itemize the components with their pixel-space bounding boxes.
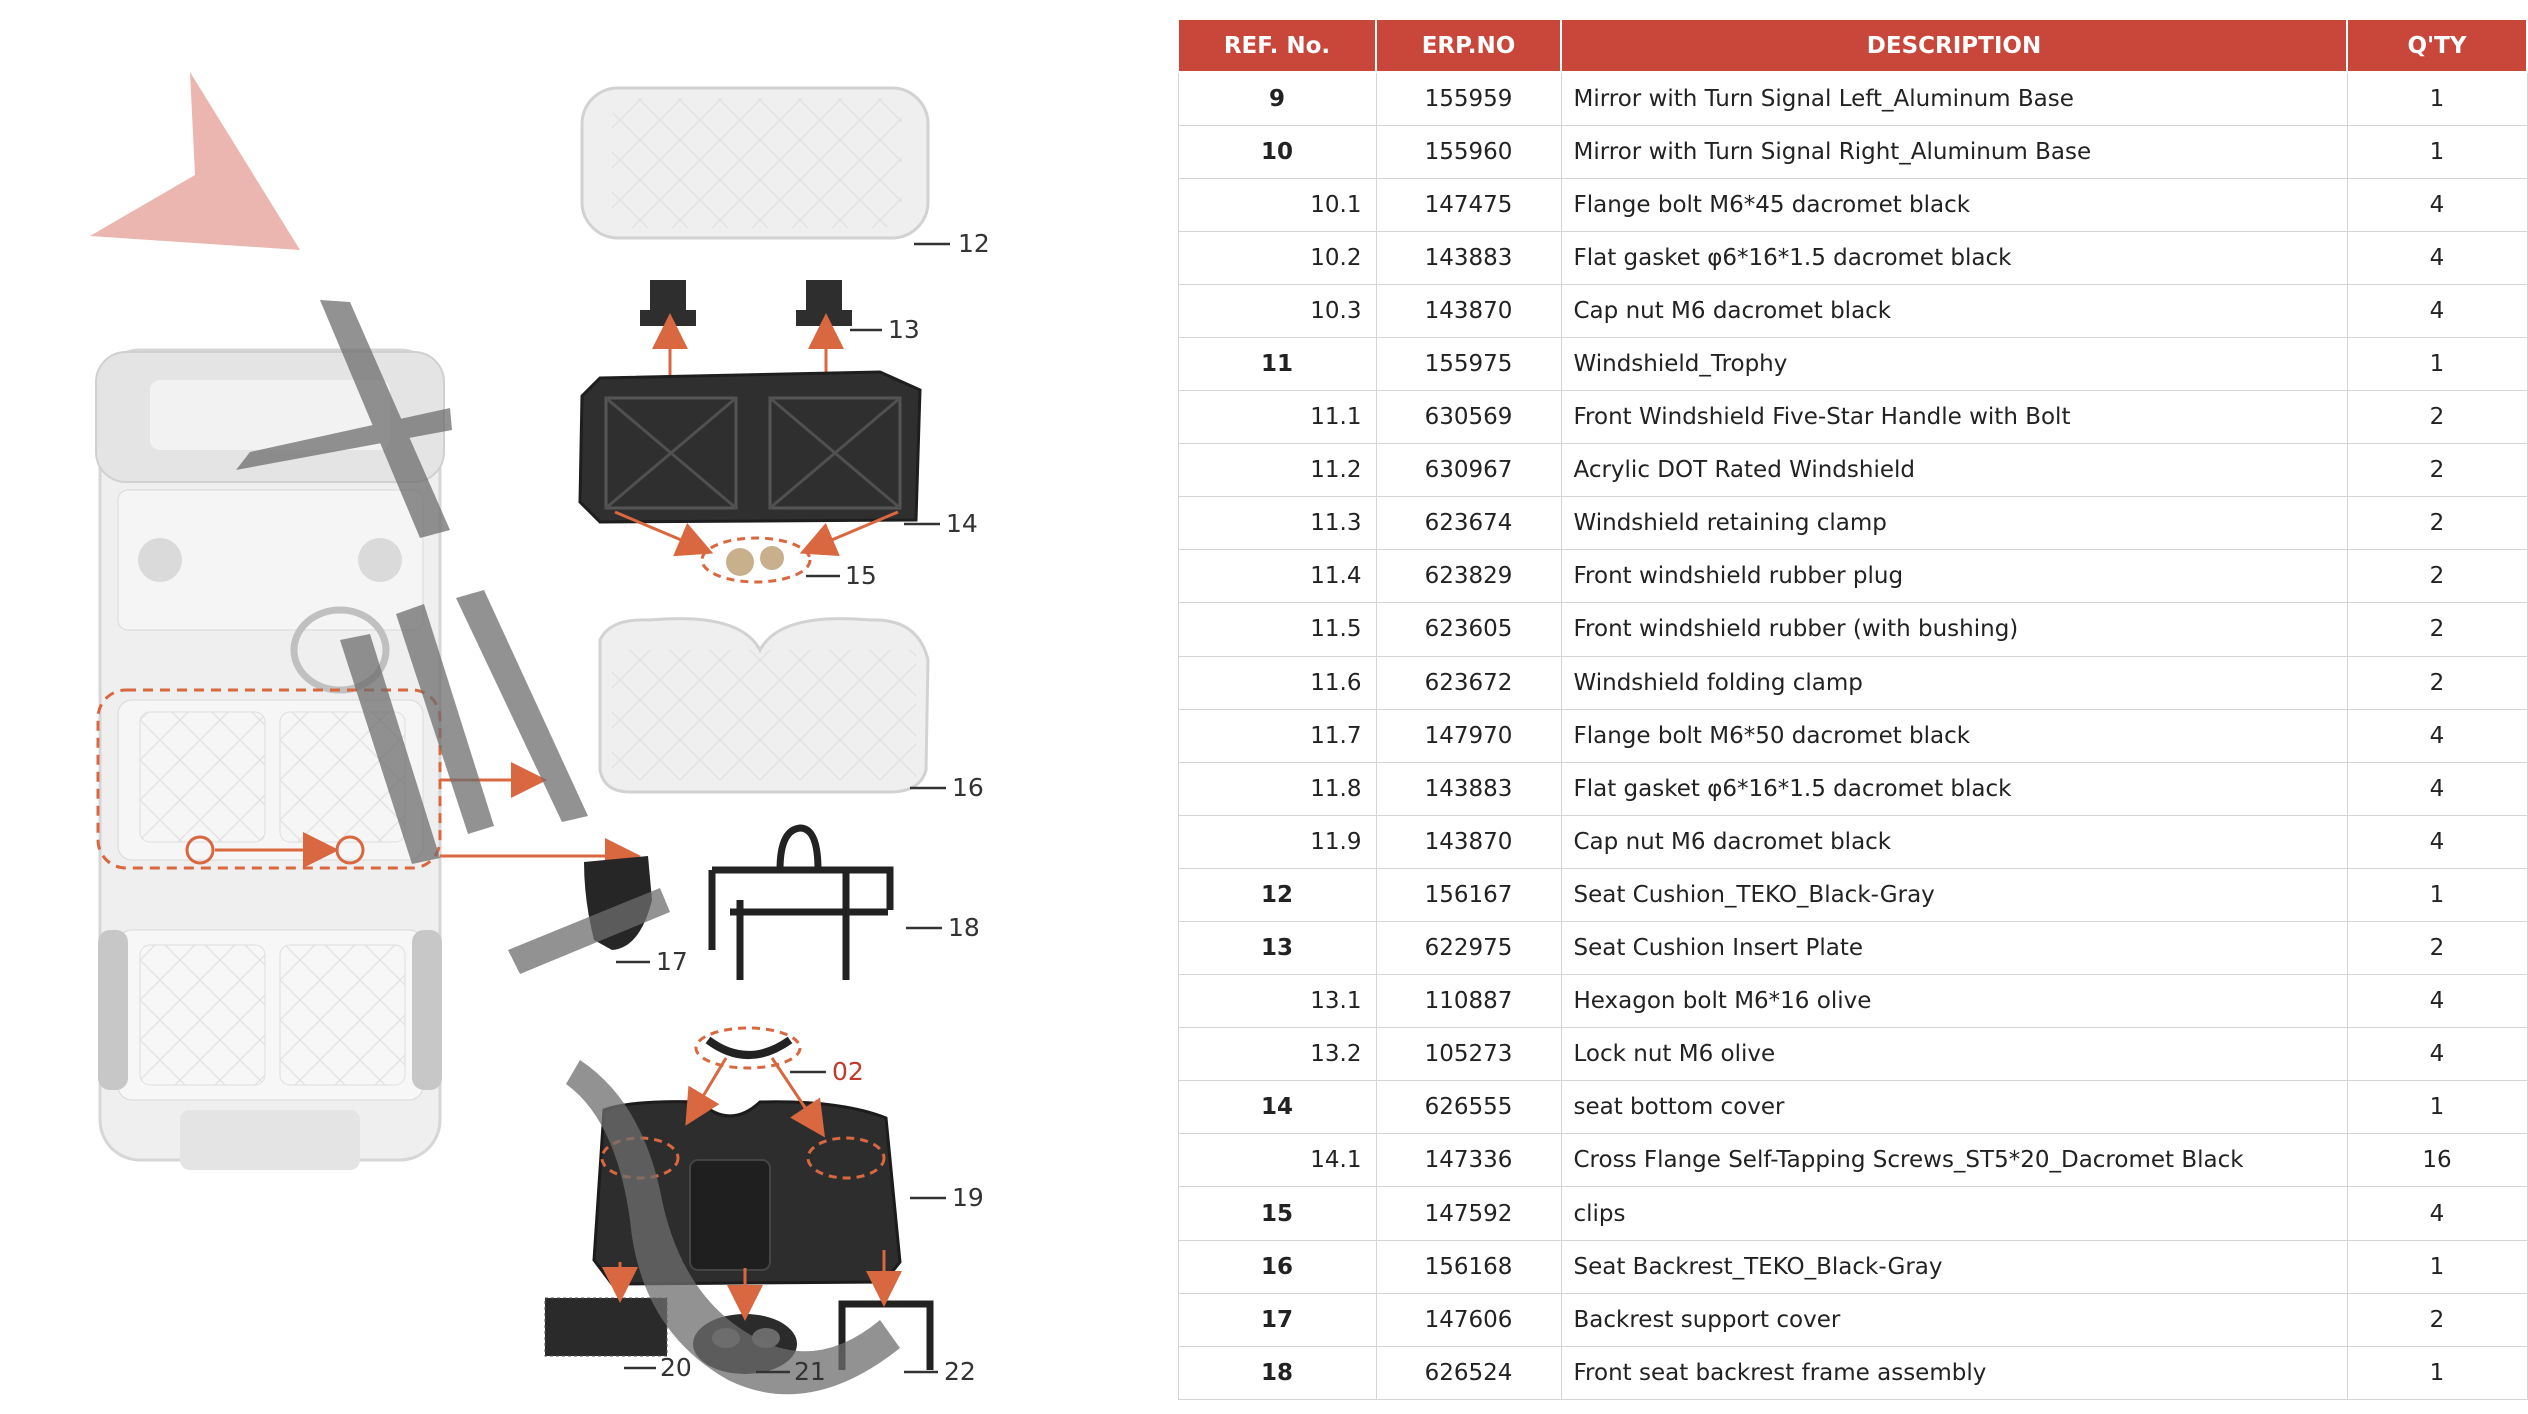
cell-description: Seat Cushion_TEKO_Black-Gray: [1561, 868, 2347, 921]
table-row: [1178, 550, 2527, 603]
part-seat-bottom-cover: [580, 372, 920, 522]
cell-erp-no: 623829: [1376, 550, 1561, 603]
part-backrest-frame: [712, 828, 890, 980]
cell-erp-no: 156167: [1376, 868, 1561, 921]
callout-12: 12: [958, 229, 990, 258]
cell-ref-no: 13: [1178, 922, 1376, 975]
cell-erp-no: 110887: [1376, 975, 1561, 1028]
cell-erp-no: 623605: [1376, 603, 1561, 656]
table-header-row: [1178, 19, 2527, 72]
cell-qty: 4: [2347, 1187, 2527, 1240]
table-row: [1178, 284, 2527, 337]
cell-erp-no: 143883: [1376, 762, 1561, 815]
cell-qty: 4: [2347, 762, 2527, 815]
cell-ref-no: 15: [1178, 1187, 1376, 1240]
table-row: [1178, 1134, 2527, 1187]
cell-ref-no: 11.7: [1178, 709, 1376, 762]
cell-erp-no: 626524: [1376, 1346, 1561, 1399]
callout-21: 21: [794, 1357, 826, 1386]
cell-qty: 1: [2347, 337, 2527, 390]
part-seat-backrest: [600, 619, 928, 792]
decorative-triangle: [90, 72, 300, 250]
cell-erp-no: 147970: [1376, 709, 1561, 762]
cell-erp-no: 622975: [1376, 922, 1561, 975]
cell-qty: 4: [2347, 1028, 2527, 1081]
cell-qty: 2: [2347, 656, 2527, 709]
table-row: [1178, 1081, 2527, 1134]
cell-erp-no: 155960: [1376, 125, 1561, 178]
cell-qty: 4: [2347, 284, 2527, 337]
cell-qty: 1: [2347, 125, 2527, 178]
cell-description: Front windshield rubber plug: [1561, 550, 2347, 603]
cell-erp-no: 147336: [1376, 1134, 1561, 1187]
cell-description: Flange bolt M6*50 dacromet black: [1561, 709, 2347, 762]
cell-description: Flat gasket φ6*16*1.5 dacromet black: [1561, 231, 2347, 284]
table-row: [1178, 125, 2527, 178]
callout-18: 18: [948, 913, 980, 942]
cell-description: Acrylic DOT Rated Windshield: [1561, 444, 2347, 497]
cell-erp-no: 143870: [1376, 284, 1561, 337]
cell-qty: 2: [2347, 444, 2527, 497]
header-erp-no: ERP.NO: [1376, 19, 1561, 72]
table-row: [1178, 868, 2527, 921]
table-row: [1178, 178, 2527, 231]
cell-ref-no: 11.4: [1178, 550, 1376, 603]
callout-16: 16: [952, 773, 984, 802]
cell-qty: 1: [2347, 868, 2527, 921]
cell-description: Windshield_Trophy: [1561, 337, 2347, 390]
cell-qty: 2: [2347, 391, 2527, 444]
table-row: [1178, 444, 2527, 497]
cell-erp-no: 143870: [1376, 815, 1561, 868]
cell-erp-no: 147592: [1376, 1187, 1561, 1240]
cell-erp-no: 143883: [1376, 231, 1561, 284]
table-row: [1178, 975, 2527, 1028]
part-insert-plates: [640, 280, 852, 326]
callout-19: 19: [952, 1183, 984, 1212]
table-row: [1178, 1293, 2527, 1346]
cell-qty: 4: [2347, 178, 2527, 231]
cell-ref-no: 11.8: [1178, 762, 1376, 815]
cell-ref-no: 11.1: [1178, 391, 1376, 444]
callout-13: 13: [888, 315, 920, 344]
cell-ref-no: 11.5: [1178, 603, 1376, 656]
cell-description: Lock nut M6 olive: [1561, 1028, 2347, 1081]
cell-qty: 4: [2347, 231, 2527, 284]
cell-qty: 4: [2347, 709, 2527, 762]
cell-ref-no: 14.1: [1178, 1134, 1376, 1187]
table-row: [1178, 922, 2527, 975]
table-row: [1178, 815, 2527, 868]
table-row: [1178, 391, 2527, 444]
table-row: [1178, 709, 2527, 762]
cell-ref-no: 10: [1178, 125, 1376, 178]
table-row: [1178, 1187, 2527, 1240]
part-seat-cushion: [582, 88, 928, 238]
header-ref-no: REF. No.: [1178, 19, 1376, 72]
cell-ref-no: 10.2: [1178, 231, 1376, 284]
cell-description: Cap nut M6 dacromet black: [1561, 815, 2347, 868]
callout-15: 15: [845, 561, 877, 590]
cell-description: Cross Flange Self-Tapping Screws_ST5*20_Dacromet Black: [1561, 1134, 2347, 1187]
table-row: [1178, 603, 2527, 656]
callout-22: 22: [944, 1357, 976, 1386]
cell-erp-no: 155959: [1376, 72, 1561, 125]
cell-qty: 4: [2347, 815, 2527, 868]
cell-erp-no: 147475: [1376, 178, 1561, 231]
table-row: [1178, 497, 2527, 550]
cell-description: seat bottom cover: [1561, 1081, 2347, 1134]
cell-erp-no: 623674: [1376, 497, 1561, 550]
cell-erp-no: 147606: [1376, 1293, 1561, 1346]
cell-qty: 1: [2347, 72, 2527, 125]
cell-description: Flat gasket φ6*16*1.5 dacromet black: [1561, 762, 2347, 815]
cell-description: Front seat backrest frame assembly: [1561, 1346, 2347, 1399]
cell-ref-no: 11.2: [1178, 444, 1376, 497]
cell-qty: 4: [2347, 975, 2527, 1028]
table-row: [1178, 762, 2527, 815]
exploded-parts-diagram: [0, 0, 1150, 1414]
callout-17: 17: [656, 947, 688, 976]
cell-erp-no: 105273: [1376, 1028, 1561, 1081]
cell-qty: 2: [2347, 550, 2527, 603]
cell-ref-no: 13.2: [1178, 1028, 1376, 1081]
table-row: [1178, 337, 2527, 390]
cell-ref-no: 10.3: [1178, 284, 1376, 337]
cell-erp-no: 623672: [1376, 656, 1561, 709]
cell-qty: 16: [2347, 1134, 2527, 1187]
cell-erp-no: 630967: [1376, 444, 1561, 497]
cell-ref-no: 12: [1178, 868, 1376, 921]
cell-description: Mirror with Turn Signal Right_Aluminum Base: [1561, 125, 2347, 178]
cell-description: Cap nut M6 dacromet black: [1561, 284, 2347, 337]
cell-description: Windshield retaining clamp: [1561, 497, 2347, 550]
cell-erp-no: 626555: [1376, 1081, 1561, 1134]
cell-ref-no: 18: [1178, 1346, 1376, 1399]
cell-description: Backrest support cover: [1561, 1293, 2347, 1346]
cell-description: Mirror with Turn Signal Left_Aluminum Base: [1561, 72, 2347, 125]
header-description: DESCRIPTION: [1561, 19, 2347, 72]
header-qty: Q'TY: [2347, 19, 2527, 72]
cell-description: Seat Backrest_TEKO_Black-Gray: [1561, 1240, 2347, 1293]
table-row: [1178, 1240, 2527, 1293]
table-row: [1178, 72, 2527, 125]
cell-erp-no: 155975: [1376, 337, 1561, 390]
cell-qty: 2: [2347, 603, 2527, 656]
cell-description: Front windshield rubber (with bushing): [1561, 603, 2347, 656]
table-row: [1178, 231, 2527, 284]
cell-ref-no: 11.3: [1178, 497, 1376, 550]
cell-description: Hexagon bolt M6*16 olive: [1561, 975, 2347, 1028]
table-row: [1178, 1028, 2527, 1081]
cell-ref-no: 16: [1178, 1240, 1376, 1293]
cell-ref-no: 13.1: [1178, 975, 1376, 1028]
table-body: [1178, 72, 2527, 1399]
cell-qty: 1: [2347, 1346, 2527, 1399]
cell-description: Seat Cushion Insert Plate: [1561, 922, 2347, 975]
callout-02: 02: [832, 1057, 864, 1086]
parts-table: [1177, 18, 2528, 1400]
callout-20: 20: [660, 1353, 692, 1382]
cell-erp-no: 156168: [1376, 1240, 1561, 1293]
cell-erp-no: 630569: [1376, 391, 1561, 444]
table-row: [1178, 1346, 2527, 1399]
callout-14: 14: [946, 509, 978, 538]
cell-description: Windshield folding clamp: [1561, 656, 2347, 709]
cell-ref-no: 14: [1178, 1081, 1376, 1134]
cell-qty: 1: [2347, 1081, 2527, 1134]
cell-ref-no: 11.9: [1178, 815, 1376, 868]
cell-ref-no: 11.6: [1178, 656, 1376, 709]
cell-description: Flange bolt M6*45 dacromet black: [1561, 178, 2347, 231]
part-storage-net: [545, 1298, 667, 1356]
cell-qty: 1: [2347, 1240, 2527, 1293]
cell-ref-no: 17: [1178, 1293, 1376, 1346]
cell-qty: 2: [2347, 1293, 2527, 1346]
cell-qty: 2: [2347, 922, 2527, 975]
table-row: [1178, 656, 2527, 709]
cell-qty: 2: [2347, 497, 2527, 550]
cell-ref-no: 10.1: [1178, 178, 1376, 231]
cell-ref-no: 9: [1178, 72, 1376, 125]
cell-ref-no: 11: [1178, 337, 1376, 390]
cell-description: clips: [1561, 1187, 2347, 1240]
cell-description: Front Windshield Five-Star Handle with Bolt: [1561, 391, 2347, 444]
